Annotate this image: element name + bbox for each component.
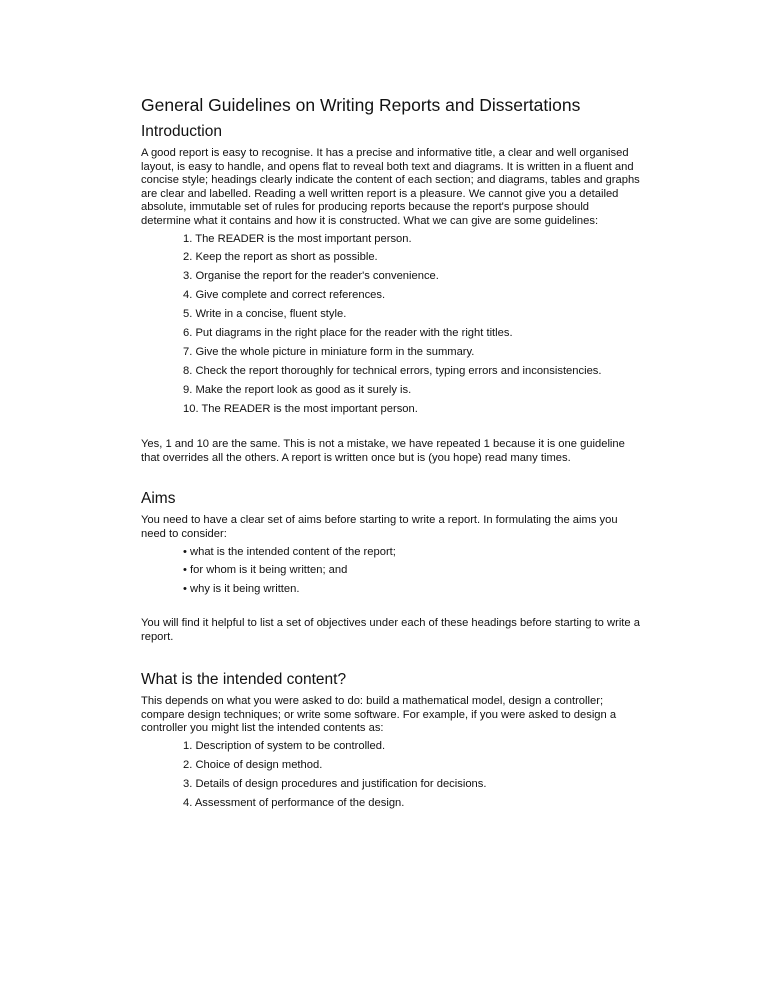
guideline-item: 9. Make the report look as good as it surely is. <box>183 383 412 396</box>
introduction-heading: Introduction <box>141 123 222 140</box>
guideline-item: 5. Write in a concise, fluent style. <box>183 308 347 321</box>
guideline-item: 6. Put diagrams in the right place for the reader with the right titles. <box>183 327 513 340</box>
introduction-section <box>141 122 641 465</box>
guideline-item: 1. The READER is the most important person. <box>183 232 412 245</box>
intended-content-section <box>141 670 641 810</box>
intended-content-list <box>141 740 641 810</box>
intended-content-item: 4. Assessment of performance of the design. <box>183 796 405 809</box>
aims-bullet-item: • what is the intended content of the report; <box>183 545 396 558</box>
aims-section <box>141 489 641 644</box>
aims-note: You will find it helpful to list a set of objectives under each of these headings before starting to write a report. <box>141 616 640 643</box>
introduction-paragraph: A good report is easy to recognise. It has a precise and informative title, a clear and well organised layout, is easy to handle, and opens flat to reveal both text and diagrams. It is written in a fluent and concise style; headings clearly indicate the content of each section; and diagrams, tables and graphs are clear and labelled. Reading a well written report is a pleasure. We cannot give you a detailed absolute, immutable set of rules for producing reports because the report's purpose should determine what it contains and how it is constructed. What we can give are some guidelines: <box>141 147 640 227</box>
aims-heading: Aims <box>141 490 176 508</box>
document-page <box>141 94 641 815</box>
guideline-item: 4. Give complete and correct references. <box>183 289 386 302</box>
guideline-item: 7. Give the whole picture in miniature form in the summary. <box>183 345 475 358</box>
intended-content-item: 3. Details of design procedures and justification for decisions. <box>183 777 487 790</box>
intended-content-item: 1. Description of system to be controlled. <box>183 739 386 752</box>
guideline-item: 3. Organise the report for the reader's convenience. <box>183 270 439 283</box>
aims-bullet-list <box>141 546 641 597</box>
aims-bullet-item: • why is it being written. <box>183 583 300 596</box>
guideline-item: 8. Check the report thoroughly for technical errors, typing errors and inconsistencies. <box>183 364 602 377</box>
introduction-note: Yes, 1 and 10 are the same. This is not a mistake, we have repeated 1 because it is one guideline that overrides all the others. A report is written once but is (you hope) read many times. <box>141 438 625 464</box>
intended-content-item: 2. Choice of design method. <box>183 758 323 771</box>
aims-paragraph: You need to have a clear set of aims before starting to write a report. In formulating the aims you need to consider: <box>141 514 618 540</box>
aims-bullet-item: • for whom is it being written; and <box>183 564 348 577</box>
guideline-item: 2. Keep the report as short as possible. <box>183 251 378 264</box>
guideline-item: 10. The READER is the most important person. <box>183 402 418 415</box>
intended-content-paragraph: This depends on what you were asked to do: build a mathematical model, design a controller; compare design techniques; or write some software. For example, if you were asked to design a controller you might list the intended contents as: <box>141 695 617 735</box>
guidelines-list <box>141 233 641 417</box>
intended-content-heading: What is the intended content? <box>141 671 347 689</box>
document-title: General Guidelines on Writing Reports and Dissertations <box>141 95 581 115</box>
